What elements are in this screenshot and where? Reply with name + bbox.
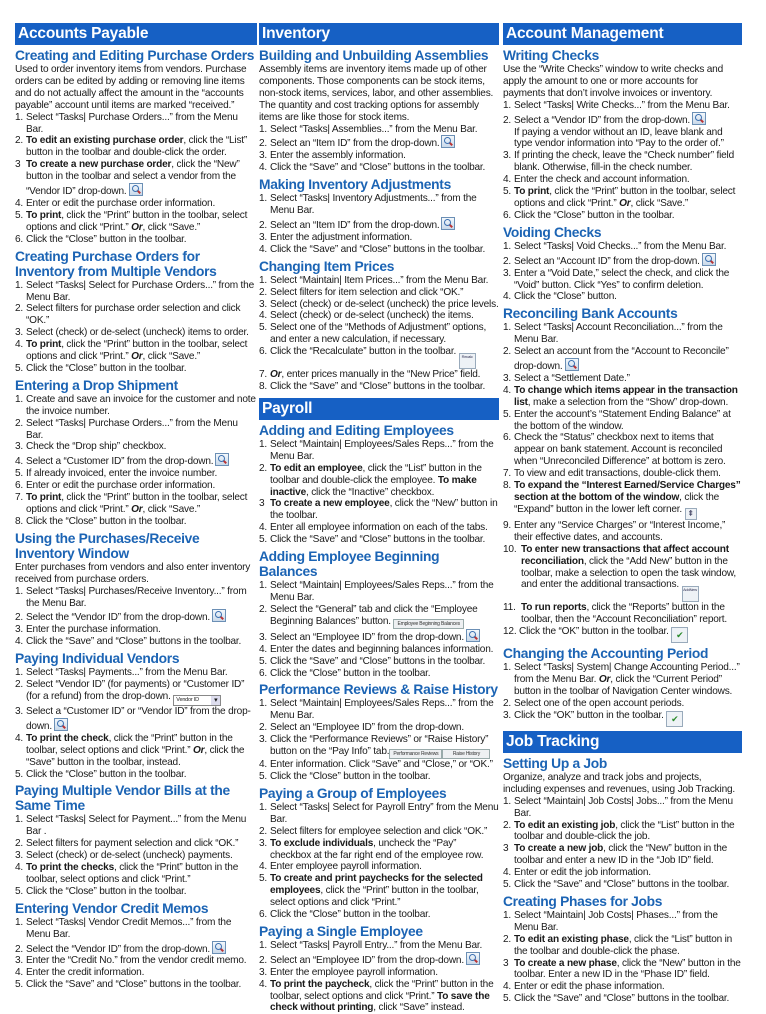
steps-list xyxy=(259,802,499,921)
search-lookup-icon xyxy=(215,453,229,466)
step: 8. Click the “Close” button in the toolbar. xyxy=(15,515,187,527)
intro-text: Used to order inventory items from vendors. Purchase orders can be edited by adding or removing line items and do not actually affect the amount in the “accounts payable” account until items are marked “received.” xyxy=(15,64,247,111)
step: 2. Select one of the open account periods. xyxy=(503,697,685,709)
step: 3 To create a new employee, click the “New” button in the toolbar. xyxy=(259,498,498,522)
steps-list xyxy=(259,439,499,546)
search-lookup-icon xyxy=(441,217,455,230)
step: 3. Select a “Customer ID” or “Vendor ID” from the drop-down. xyxy=(15,705,251,732)
steps-list xyxy=(259,580,499,679)
step: 2. To edit an existing phase, click the “List” button in the toolbar and double-click the phase. xyxy=(503,933,733,957)
step: 3 To create a new purchase order, click the “New” button in the toolbar and select a vendor from the “Vendor ID” drop-down. xyxy=(15,159,240,198)
search-lookup-icon xyxy=(466,629,480,642)
step: 3. Enter the employee payroll information. xyxy=(259,966,438,978)
ok-checkmark-icon: ✔ xyxy=(666,711,683,727)
steps-list xyxy=(503,100,742,222)
step: 9. Enter any “Service Charges” or “Interest Income,” their effective dates, and accounts. xyxy=(503,519,726,543)
step: 5. Click the “Save” and “Close” buttons in the toolbar. xyxy=(259,534,486,546)
steps-list xyxy=(503,796,742,891)
step: 2. Select an “Item ID” from the drop-down. xyxy=(259,217,499,232)
step: 3. Enter the assembly information. xyxy=(259,150,406,162)
step: 7. Or, enter prices manually in the “New Price” field. xyxy=(259,369,481,381)
step: 8. To expand the “Interest Earned/Service Charges” section at the bottom of the window, click the “Expand” button in the lower left corner. ⇞ xyxy=(503,480,741,518)
heading-multiple-vendor-bills: Paying Multiple Vendor Bills at the Same Time xyxy=(15,783,230,814)
performance-reviews-button-image: Performance Reviews xyxy=(389,749,442,759)
step: 3. Enter the purchase information. xyxy=(15,624,161,636)
expand-icon: ⇞ xyxy=(685,508,697,520)
heading-single-employee: Paying a Single Employee xyxy=(259,923,423,939)
step: 3. Click the “Performance Reviews” or “Raise History” button on the “Pay Info” tab. Performance Reviews Raise History xyxy=(259,734,499,759)
step: 12. Click the “OK” button in the toolbar. ✔ xyxy=(503,626,742,643)
step: 5. Click the “Close” button in the toolbar. xyxy=(15,885,187,897)
step: 3. Click the “OK” button in the toolbar. ✔ xyxy=(503,710,742,727)
step: 1. Select “Tasks| Void Checks...” from the Menu Bar. xyxy=(503,240,727,252)
step: 10. To enter new transactions that affect account reconciliation, click the “Add New” button in the toolbar, make a selection to open the task window, and enter the additional transactions. AddNew xyxy=(503,544,742,603)
heading-vendor-credit-memos: Entering Vendor Credit Memos xyxy=(15,900,209,916)
step: 2. To edit an existing job, click the “List” button in the toolbar and double-click the job. xyxy=(503,819,735,843)
heading-receive-inventory: Using the Purchases/Receive Inventory Window xyxy=(15,530,200,561)
step: 3. If printing the check, leave the “Check number” field blank. Otherwise, fill-in the check number. xyxy=(503,150,734,174)
step: 1. Select “Maintain| Employees/Sales Reps...” from the Menu Bar. xyxy=(259,698,494,722)
ok-checkmark-icon: ✔ xyxy=(671,627,688,643)
step: 4. Enter employee payroll information. xyxy=(259,861,422,873)
step: 3. Check the “Drop ship” checkbox. xyxy=(15,441,167,453)
step: 2. Select a “Vendor ID” from the drop-down. If paying a vendor without an ID, leave blank and type vendor information into “Pay to the order of.” xyxy=(503,112,742,151)
step: 5. Click the “Save” and “Close” buttons in the toolbar. xyxy=(259,655,486,667)
step: 3. Select (check) or de-select (uncheck) items to order. xyxy=(15,327,249,339)
search-lookup-icon xyxy=(212,941,226,954)
step: 5. To print, click the “Print” button in the toolbar, select options and click “Print.” Or, click “Save.” xyxy=(15,209,248,233)
steps-list xyxy=(15,280,257,375)
steps-list xyxy=(15,667,257,780)
step: 2. Select the “General” tab and click the “Employee Beginning Balances” button. Employee Beginning Balances xyxy=(259,603,478,627)
search-lookup-icon xyxy=(212,609,226,622)
vendor-id-select-image: Vendor ID ▾ xyxy=(173,695,221,706)
add-new-toolbar-icon: AddNew xyxy=(682,586,699,602)
raise-history-button-image: Raise History xyxy=(442,749,490,759)
step: 6. Click the “Close” button in the toolbar. xyxy=(503,209,675,221)
step: 5. Click the “Save” and “Close” buttons in the toolbar. xyxy=(503,879,730,891)
employee-beginning-balances-button-image: Employee Beginning Balances xyxy=(393,619,463,629)
step: 1. Select “Tasks| Payments...” from the Menu Bar. xyxy=(15,667,228,679)
step: 1. Select “Tasks| Purchase Orders...” from the Menu Bar. xyxy=(15,111,238,135)
step: 3. Select (check) or de-select (uncheck) payments. xyxy=(15,850,233,862)
step: 4. To print, click the “Print” button in the toolbar, select options and click “Print.” Or, click “Save.” xyxy=(15,339,248,363)
section-banner-payroll: Payroll xyxy=(259,398,499,420)
heading-beginning-balances: Adding Employee Beginning Balances xyxy=(259,549,440,580)
heading-purchase-orders: Creating and Editing Purchase Orders xyxy=(15,48,255,63)
heading-reconciling: Reconciling Bank Accounts xyxy=(503,306,678,322)
step: 1. Select “Tasks| Vendor Credit Memos...” from the Menu Bar. xyxy=(15,916,232,940)
step: 4. Enter or edit the job information. xyxy=(503,867,651,879)
step: 4. To print the check, click the “Print” button in the toolbar, select options and click “Print.” Or, click the “Save” button in the toolbar, instead. xyxy=(15,732,245,768)
step: 4. Enter all employee information on each of the tabs. xyxy=(259,522,488,534)
step: 4. Click the “Save” and “Close” buttons in the toolbar. xyxy=(15,636,242,648)
step: 5. Enter the account’s “Statement Ending Balance” at the bottom of the window. xyxy=(503,408,731,432)
step: 5. To create and print paychecks for the selected employees, click the “Print” button in the toolbar, select options and click “Print.” xyxy=(259,873,483,909)
steps-list xyxy=(15,917,257,991)
step: 1. Select “Tasks| Select for Payment...” from the Menu Bar . xyxy=(15,814,247,838)
steps-list xyxy=(15,586,257,649)
steps-list xyxy=(259,193,499,256)
search-lookup-icon xyxy=(441,135,455,148)
step: 4. Enter the dates and beginning balances information. xyxy=(259,643,494,655)
step: 1. Create and save an invoice for the customer and note the invoice number. xyxy=(15,393,256,417)
step: 6. Click the “Close” button in the toolbar. xyxy=(259,909,431,921)
step: 1. Select “Tasks| System| Change Accounting Period...” from the Menu Bar. Or, click the “Current Period” button in the toolbar of Navigation Center windows. xyxy=(503,662,740,698)
intro-text: Use the “Write Checks” window to write checks and apply the amount to one or more accounts for payments that don’t involve invoices or inventory. xyxy=(503,64,724,99)
step: 6. Click the “Close” button in the toolbar. xyxy=(15,233,187,245)
step: 4. Enter or edit the phase information. xyxy=(503,981,665,993)
step: 4. To print the paycheck, click the “Print” button in the toolbar, select options and click “Print.” To save the check without printing, click “Save” instead. xyxy=(259,978,494,1014)
step: 1. Select “Maintain| Employees/Sales Reps...” from the Menu Bar. xyxy=(259,438,494,462)
steps-list xyxy=(259,698,499,782)
step: 2. Select “Tasks| Purchase Orders...” from the Menu Bar. xyxy=(15,417,238,441)
step: 3. Select (check) or de-select (uncheck) the price levels. xyxy=(259,298,499,310)
column-account-management-jobs xyxy=(503,23,742,1005)
heading-accounting-period: Changing the Accounting Period xyxy=(503,646,709,662)
step: 4. Enter the check and account information. xyxy=(503,174,690,186)
section-banner-account-management: Account Management xyxy=(503,23,742,45)
search-lookup-icon xyxy=(54,718,68,731)
step: 3. To exclude individuals, uncheck the “Pay” checkbox at the far right end of the employee row. xyxy=(259,837,484,861)
step: 2. Select the “Vendor ID” from the drop-down. xyxy=(15,941,257,956)
heading-assemblies: Building and Unbuilding Assemblies xyxy=(259,48,489,63)
step: 6. Enter or edit the purchase order information. xyxy=(15,480,216,492)
steps-list xyxy=(15,394,257,528)
step: 3 To create a new phase, click the “New” button in the toolbar. Enter a new ID in the “Phase ID” field. xyxy=(503,957,741,981)
heading-performance-reviews: Performance Reviews & Raise History xyxy=(259,682,498,698)
step: 4. Enter the credit information. xyxy=(15,967,145,979)
search-lookup-icon xyxy=(702,253,716,266)
step: 7. To view and edit transactions, double-click them. xyxy=(503,468,721,480)
step: 4. Click the “Close” button. xyxy=(503,291,617,303)
step: 4. Select a “Customer ID” from the drop-down. xyxy=(15,453,257,468)
step: 1. Select “Maintain| Job Costs| Phases...” from the Menu Bar. xyxy=(503,909,718,933)
step: 3 To create a new job, click the “New” button in the toolbar and enter a new ID in the “Job ID” field. xyxy=(503,843,728,867)
step: 11. To run reports, click the “Reports” button in the toolbar, then the “Account Reconciliation” report. xyxy=(503,602,728,626)
heading-job-phases: Creating Phases for Jobs xyxy=(503,893,663,909)
step: 8. Click the “Save” and “Close” buttons in the toolbar. xyxy=(259,381,486,393)
step: 5. Click the “Close” button in the toolbar. xyxy=(259,770,431,782)
step: 5. Click the “Close” button in the toolbar. xyxy=(15,768,187,780)
heading-multi-vendor-po: Creating Purchase Orders for Inventory from Multiple Vendors xyxy=(15,248,217,279)
intro-text: Assembly items are inventory items made up of other components. Those components can be stock items, non-stock items, services, labor, and other assemblies. The quantity and cost tracking options for assembly items are like those for stock items. xyxy=(259,64,494,123)
step: 2. Select filters for purchase order selection and click “OK.” xyxy=(15,303,241,327)
step: 5. To print, click the “Print” button in the toolbar, select options and click “Print.” Or, click “Save.” xyxy=(503,186,736,209)
intro-text: Organize, analyze and track jobs and projects, including expenses and revenues, using Job Tracking. xyxy=(503,771,736,795)
heading-employees: Adding and Editing Employees xyxy=(259,422,454,438)
step: 2. Select filters for employee selection and click “OK.” xyxy=(259,825,488,837)
steps-list xyxy=(503,241,742,304)
step: 2. Select the “Vendor ID” from the drop-down. xyxy=(15,609,257,624)
step: 1. Select “Tasks| Select for Payroll Entry” from the Menu Bar. xyxy=(259,801,499,825)
heading-writing-checks: Writing Checks xyxy=(503,48,599,63)
step: 5. Click the “Save” and “Close” buttons in the toolbar. xyxy=(503,993,730,1005)
step: 2. Select an “Employee ID” from the drop-down. xyxy=(259,722,464,734)
step: 2. Select an account from the “Account to Reconcile” drop-down. xyxy=(503,346,729,373)
step: 5. Click the “Close” button in the toolbar. xyxy=(15,362,187,374)
step: 4. To print the checks, click the “Print” button in the toolbar, select options and click “Print.” xyxy=(15,862,239,885)
search-lookup-icon xyxy=(565,358,579,371)
search-lookup-icon xyxy=(692,112,706,125)
step: 5. Click the “Save” and “Close” buttons in the toolbar. xyxy=(15,979,242,991)
section-banner-inventory: Inventory xyxy=(259,23,499,45)
steps-list xyxy=(259,940,499,1014)
step: 1. Select “Tasks| Payroll Entry...” from the Menu Bar. xyxy=(259,939,483,951)
step: 2. Select an “Employee ID” from the drop-down. xyxy=(259,952,499,967)
step: 1. Select “Maintain| Employees/Sales Reps...” from the Menu Bar. xyxy=(259,580,494,603)
step: 1. Select “Tasks| Select for Purchase Orders...” from the Menu Bar. xyxy=(15,279,254,303)
step: 2. To edit an existing purchase order, click the “List” button in the toolbar and double-click the order. xyxy=(15,135,248,159)
heading-group-payroll: Paying a Group of Employees xyxy=(259,785,447,801)
heading-drop-shipment: Entering a Drop Shipment xyxy=(15,377,178,393)
step: 4. To change which items appear in the transaction list, make a selection from the “Show” drop-down. xyxy=(503,384,738,408)
step: 3. Enter the adjustment information. xyxy=(259,231,413,243)
step: 1. Select “Tasks| Write Checks...” from the Menu Bar. xyxy=(503,99,730,111)
section-banner-job-tracking: Job Tracking xyxy=(503,731,742,753)
step: 3. Select a “Settlement Date.” xyxy=(503,372,630,384)
steps-list xyxy=(259,124,499,175)
intro-text: Enter purchases from vendors and also enter inventory received from purchase orders. xyxy=(15,561,251,585)
step: 2. To edit an employee, click the “List” button in the toolbar and double-click the employee. To make inactive, click the “Inactive” checkbox. xyxy=(259,462,482,498)
step: 6. Click the “Close” button in the toolbar. xyxy=(259,667,431,679)
step: 1. Select “Maintain| Item Prices...” from the Menu Bar. xyxy=(259,274,489,286)
section-banner-accounts-payable: Accounts Payable xyxy=(15,23,257,45)
step: 1. Select “Tasks| Assemblies...” from the Menu Bar. xyxy=(259,123,478,135)
step: 4. Enter information. Click “Save” and “Close,” or “OK.” xyxy=(259,759,493,771)
step: 5. If already invoiced, enter the invoice number. xyxy=(15,468,218,480)
step: 1. Select “Tasks| Inventory Adjustments...” from the Menu Bar. xyxy=(259,193,477,217)
step: 3. Select an “Employee ID” from the drop-down. xyxy=(259,629,499,644)
step: 1. Select “Tasks| Purchases/Receive Inventory...” from the Menu Bar. xyxy=(15,585,247,609)
steps-list xyxy=(15,814,257,897)
step: 3. Enter a “Void Date,” select the check, and click the “Void” button. Click “Yes” to confirm deletion. xyxy=(503,267,730,291)
step: 1. Select “Maintain| Job Costs| Jobs...” from the Menu Bar. xyxy=(503,795,733,819)
step: 4. Click the “Save” and “Close” buttons in the toolbar. xyxy=(259,162,486,174)
step: 1. Select “Tasks| Account Reconciliation...” from the Menu Bar. xyxy=(503,322,723,346)
steps-list xyxy=(15,112,257,246)
recalculate-toolbar-icon: Recalc xyxy=(459,353,476,369)
step: 4. Click the “Save” and “Close” buttons in the toolbar. xyxy=(259,243,486,255)
heading-item-prices: Changing Item Prices xyxy=(259,258,395,274)
step: 4. Enter or edit the purchase order information. xyxy=(15,197,216,209)
step: 3. Enter the “Credit No.” from the vendor credit memo. xyxy=(15,955,247,967)
steps-list xyxy=(503,910,742,1005)
step: 6. Click the “Recalculate” button in the toolbar. Recalc xyxy=(259,346,499,369)
step: 2. Select an “Item ID” from the drop-down. xyxy=(259,135,499,150)
heading-inventory-adjustments: Making Inventory Adjustments xyxy=(259,177,451,193)
step: 2. Select filters for item selection and click “OK.” xyxy=(259,286,464,298)
step: 5. Select one of the “Methods of Adjustment” options, and enter a new calculation, if necessary. xyxy=(259,322,487,346)
heading-voiding-checks: Voiding Checks xyxy=(503,224,602,240)
step: 7. To print, click the “Print” button in the toolbar, select options and click “Print.” Or, click “Save.” xyxy=(15,492,248,515)
step: 2. Select filters for payment selection and click “OK.” xyxy=(15,838,239,850)
column-inventory-payroll xyxy=(259,23,499,1014)
step: 2. Select “Vendor ID” (for payments) or “Customer ID” (for a refund) from the drop-down. Vendor ID ▾ xyxy=(15,679,257,706)
steps-list xyxy=(259,275,499,393)
steps-list xyxy=(503,662,742,727)
heading-paying-vendors: Paying Individual Vendors xyxy=(15,651,180,667)
search-lookup-icon xyxy=(466,952,480,965)
heading-setting-up-job: Setting Up a Job xyxy=(503,755,608,771)
steps-list xyxy=(503,322,742,643)
step: 4. Select (check) or de-select (uncheck) the items. xyxy=(259,310,474,322)
step: 2. Select an “Account ID” from the drop-down. xyxy=(503,253,742,268)
column-accounts-payable xyxy=(15,23,257,991)
step: 6. Check the “Status” checkbox next to items that appear on bank statement. Account is reconciled when “Unreconciled Difference” at bottom is zero. xyxy=(503,432,726,468)
search-lookup-icon xyxy=(129,183,143,196)
